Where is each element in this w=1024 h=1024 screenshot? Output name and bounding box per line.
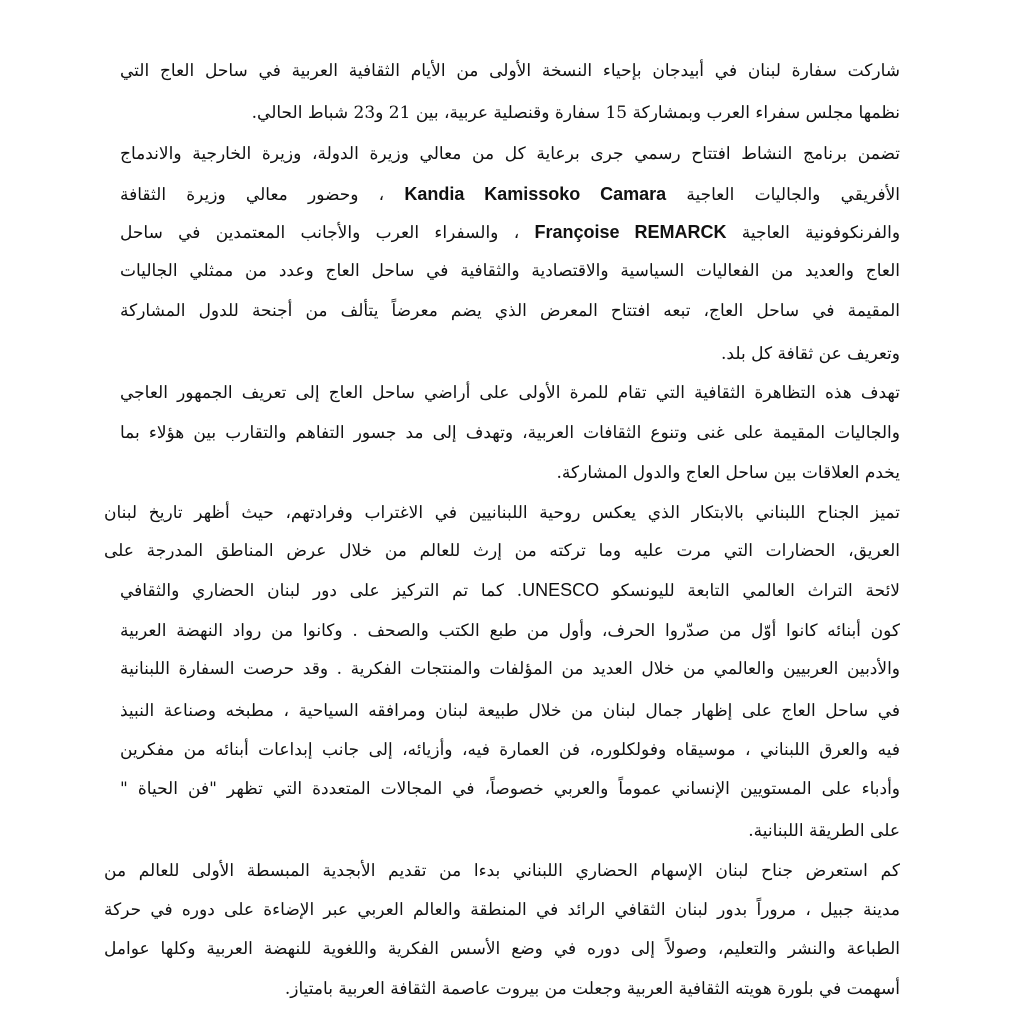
paragraph-line: الأفريقي والجاليات العاجية Kandia Kamissoko Camara ، وحضور معالي وزيرة الثقافة — [120, 184, 901, 205]
paragraph-line: وتعريف عن ثقافة كل بلد. — [721, 344, 900, 364]
paragraph-line: والجاليات المقيمة على غنى وتنوع الثقافات العربية، وتهدف إلى مد جسور التفاهم والتقارب بين هؤلاء بما — [120, 423, 900, 443]
paragraph-line: أسهمت في بلورة هويته الثقافية العربية وجعلت من بيروت عاصمة الثقافة العربية بامتياز. — [284, 979, 900, 999]
paragraph-line: كم استعرض جناح لبنان الإسهام الحضاري اللبناني بدءا من تقديم الأبجدية المبسطة الأولى للعالم من — [104, 861, 900, 881]
foreign-name: Françoise REMARCK — [534, 222, 727, 242]
foreign-name: Kandia Kamissoko Camara — [404, 184, 667, 204]
paragraph-line: المقيمة في ساحل العاج، تبعه افتتاح المعرض الذي يضم معرضاً يتألف من أجنحة للدول المشاركة — [120, 301, 900, 321]
foreign-name: UNESCO — [522, 580, 600, 600]
paragraph-line: تميز الجناح اللبناني بالابتكار الذي يعكس روحية اللبنانيين في الاغتراب وفرادتهم، حيث أظهر تاريخ لبنان — [104, 503, 900, 523]
paragraph-line: في ساحل العاج على إظهار جمال لبنان من خلال طبيعة لبنان ومرافقه السياحية ، مطبخه وصناعة النبيذ — [120, 701, 900, 721]
paragraph-line: العريق، الحضارات التي مرت عليه وما تركته من إرث للعالم من خلال عرض المناطق المدرجة على — [104, 541, 900, 561]
paragraph-line: شاركت سفارة لبنان في أبيدجان بإحياء النسخة الأولى من الأيام الثقافية العربية في ساحل العاج التي — [120, 61, 900, 81]
paragraph-line: وأدباء على المستويين الإنساني عموماً والعربي خصوصاً، في المجالات المتعددة التي تظهر "فن الحياة " — [120, 779, 900, 799]
paragraph-line: والفرنكوفونية العاجية Françoise REMARCK ، والسفراء العرب والأجانب المعتمدين في ساحل — [120, 222, 901, 243]
paragraph-line: يخدم العلاقات بين ساحل العاج والدول المشاركة. — [556, 463, 900, 483]
paragraph-line: الطباعة والنشر والتعليم، وصولاً إلى دوره في وضع الأسس الفكرية واللغوية للنهضة العربية وكلها عوامل — [104, 939, 900, 959]
paragraph-line: نظمها مجلس سفراء العرب وبمشاركة 15 سفارة وقنصلية عربية، بين 21 و23 شباط الحالي. — [251, 103, 900, 123]
paragraph-line: تهدف هذه التظاهرة الثقافية التي تقام للمرة الأولى على أراضي ساحل العاج إلى تعريف الجمهور العاجي — [120, 383, 900, 403]
paragraph-line: مدينة جبيل ، مروراً بدور لبنان الثقافي الرائد في المنطقة والعالم العربي عبر الإضاءة على دوره في حركة — [104, 900, 900, 920]
paragraph-line: كون أبنائه كانوا أوّل من صدّروا الحرف، وأول من طبع الكتب والصحف . وكانوا من رواد النهضة العربية — [120, 621, 900, 641]
paragraph-line: العاج والعديد من الفعاليات السياسية والاقتصادية والثقافية في ساحل العاج وعدد من ممثلي الجاليات — [120, 261, 900, 281]
paragraph-line: تضمن برنامج النشاط افتتاح رسمي جرى برعاية كل من معالي وزيرة الدولة، وزيرة الخارجية والاندماج — [120, 144, 900, 164]
paragraph-line: والأدبين العربيين والعالمي من خلال العديد من المؤلفات والمنتجات الفكرية . وقد حرصت السفارة اللبنانية — [120, 659, 900, 679]
paragraph-line: لائحة التراث العالمي التابعة لليونسكو UNESCO. كما تم التركيز على دور لبنان الحضاري والثقافي — [120, 580, 900, 601]
paragraph-line: فيه والعرق اللبناني ، موسيقاه وفولكلوره، فن العمارة فيه، وأزيائه، إلى جانب إبداعات أبنائه من مفكرين — [120, 740, 900, 760]
paragraph-line: على الطريقة اللبنانية. — [748, 821, 900, 841]
